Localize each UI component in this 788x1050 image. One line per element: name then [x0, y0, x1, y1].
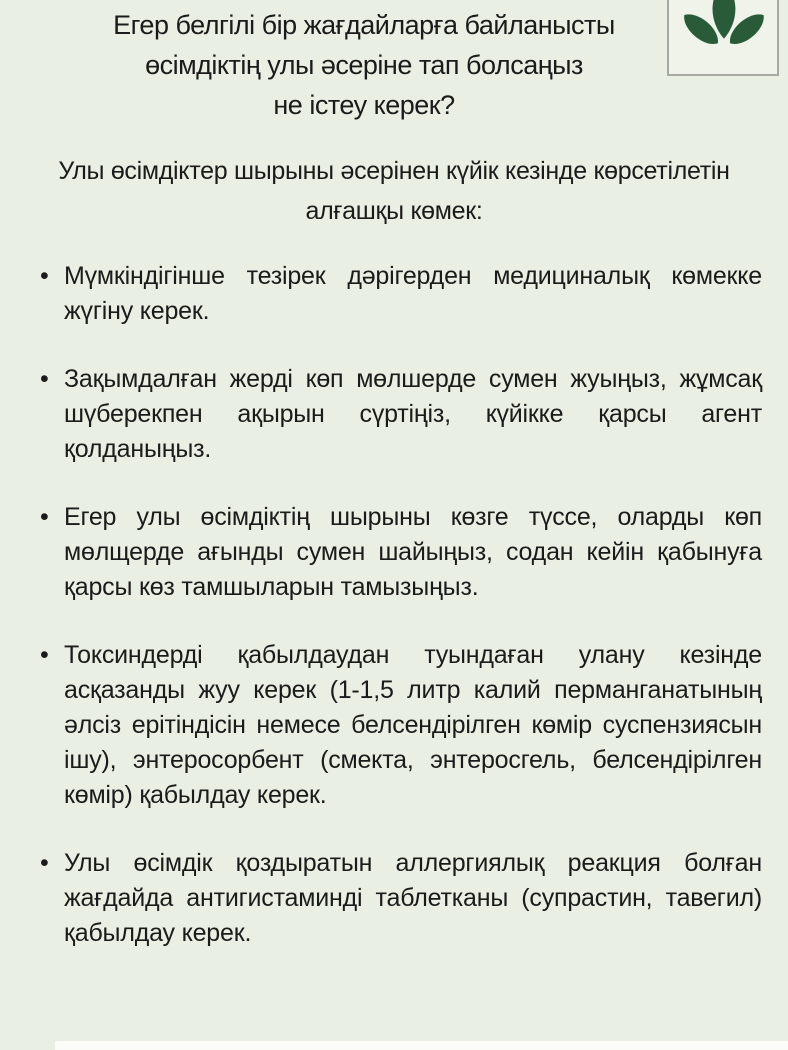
list-item-text: Улы өсімдік қоздыратын аллергиялық реакция болған жағдайда антигистаминді таблетканы (супрастин, тавегил) қабылдау керек.	[64, 849, 762, 947]
list-item	[64, 259, 762, 329]
subtitle-line-2: алғашқы көмек:	[305, 197, 483, 225]
subtitle-line-1: Улы өсімдіктер шырыны әсерінен күйік кезінде көрсетілетін	[58, 157, 730, 185]
subtitle	[0, 151, 788, 231]
list-item	[64, 638, 762, 813]
bottom-strip	[55, 1041, 788, 1050]
list-item-text: Зақымдалған жерді көп мөлшерде сумен жуыңыз, жұмсақ шүберекпен ақырын сүртіңіз, күйікке қарсы агент қолданыңыз.	[64, 365, 762, 463]
plant-logo-box	[667, 0, 779, 76]
plant-leaves-icon	[669, 0, 777, 74]
middle-leaf	[713, 0, 736, 39]
title-line-3: не істеу керек?	[273, 90, 455, 120]
list-item-text: Токсиндерді қабылдаудан туындаған улану кезінде асқазанды жуу керек (1-1,5 литр калий перманганатының әлсіз ерітіндісін немесе белсендірілген көмір суспензиясын ішу), энтеросорбент (смекта, энтеросгель, белсендірілген көмір) қабылдау керек.	[64, 641, 762, 809]
title-line-1: Егер белгілі бір жағдайларға байланысты	[113, 10, 615, 40]
first-aid-list	[0, 259, 788, 951]
list-item	[64, 846, 762, 951]
list-item-text: Мүмкіндігінше тезірек дәрігерден медициналық көмекке жүгіну керек.	[64, 262, 762, 325]
list-item	[64, 362, 762, 467]
list-item	[64, 500, 762, 605]
list-item-text: Егер улы өсімдіктің шырыны көзге түссе, оларды көп мөлщерде ағынды сумен шайыңыз, содан кейін қабынуға қарсы көз тамшыларын тамызыңыз.	[64, 503, 762, 601]
title-line-2: өсімдіктің улы әсеріне тап болсаңыз	[145, 50, 583, 80]
